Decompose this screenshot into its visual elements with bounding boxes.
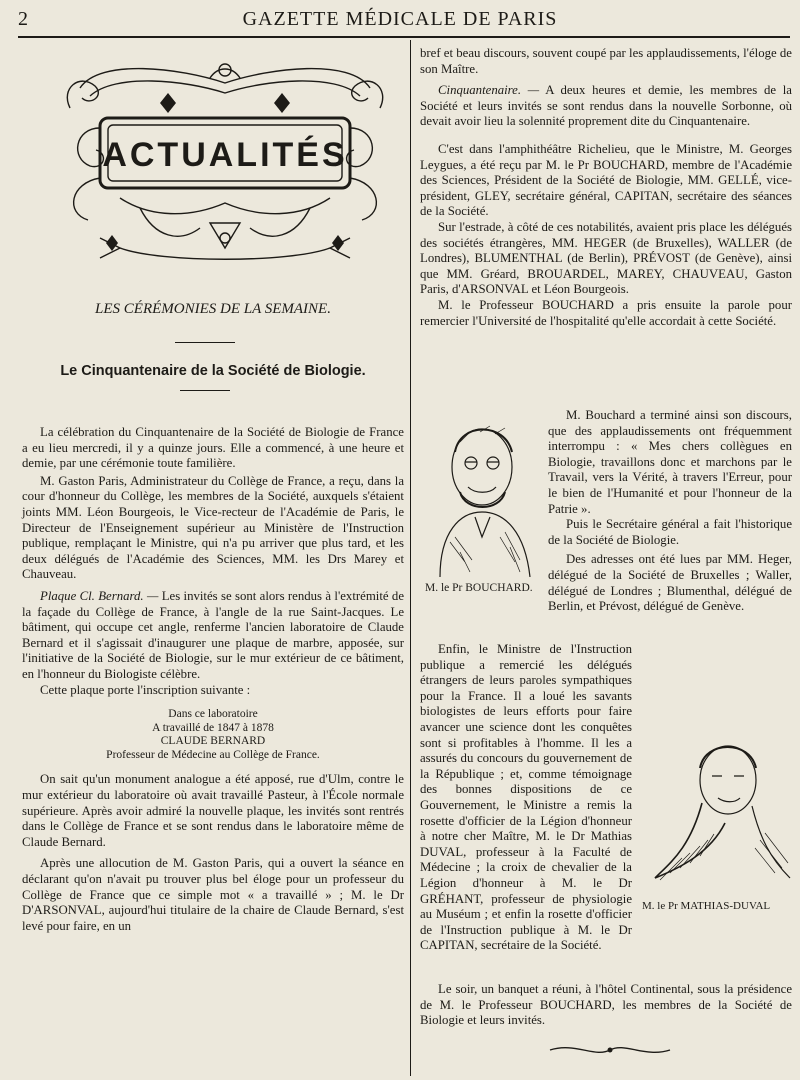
paragraph bbox=[420, 83, 792, 130]
caption-duval: M. le Pr MATHIAS-DUVAL bbox=[642, 900, 771, 912]
section-rule bbox=[175, 342, 235, 343]
caption-bouchard: M. le Pr BOUCHARD. bbox=[425, 582, 533, 594]
inscription-line: A travaillé de 1847 à 1878 bbox=[152, 721, 274, 734]
inscription-line: Professeur de Médecine au Collège de France. bbox=[106, 748, 320, 761]
closing-flourish bbox=[545, 1040, 675, 1060]
left-body bbox=[22, 425, 404, 934]
paragraph-text: Les invités se sont alors rendus à l'extrémité de la façade du Collège de France, à l'angle de la rue Saint-Jacques. Le bâtiment, qui occupe cet angle, renferme l'ancien laboratoire de Claude Bernard et il s'agissait d'inaugurer une plaque de marbre, apposée, sur l'initiative de la Société de Biologie, sur le mur extérieur de ce bâtiment, en l'honneur du Biologiste célèbre. bbox=[22, 588, 404, 681]
title-rule bbox=[180, 390, 230, 391]
journal-title: GAZETTE MÉDICALE DE PARIS bbox=[242, 8, 558, 30]
paragraph: M. le Professeur BOUCHARD a pris ensuite la parole pour remercier l'Université de l'hospitalité qu'elle accordait à cette Société. bbox=[420, 297, 792, 328]
right-body-bottom bbox=[420, 982, 792, 1029]
header-rule bbox=[18, 36, 790, 38]
right-body-top bbox=[420, 46, 792, 329]
paragraph: bref et beau discours, souvent coupé par les applaudissements, l'éloge de son Maître. bbox=[420, 46, 792, 76]
paragraph-text: Enfin, le Ministre de l'Instruction publique a remercié les délégués étrangers de leurs paroles sympathiques pour la France. Il a loué les savants biologistes de leurs efforts pour faire avancer une science dont les conquêtes sont si profitables à l'homme. Il les a assurés du concours du gouvernement de la République ; et, comme témoignage des bonnes dispositions de ce Gouvernement, le Ministre a remis la rosette d'officier de la Légion d'honneur à notre cher Maître, M. le Dr Mathias DUVAL, professeur à la Faculté de Médecine ; la croix de chevalier de la Légion d'honneur à M. le Dr GRÉHANT, professeur de physiologie au Muséum ; et enfin la rosette d'officier de l'Instruction publique à M. le Dr CAPITAN, secrétaire de la Société. bbox=[420, 642, 632, 953]
inscription-line: CLAUDE BERNARD bbox=[160, 735, 266, 748]
article-title: Le Cinquantenaire de la Société de Biologie. bbox=[60, 363, 366, 379]
page-header bbox=[0, 0, 800, 38]
paragraph: Après une allocution de M. Gaston Paris, qui a ouvert la séance en déclarant qu'on n'avait pu trouver plus bel éloge pour un professeur du Collège de France que ce simple mot « a travaillé » ; M. le Dr D'ARSONVAL, aujourd'hui titulaire de la chaire de Claude Bernard, s'est levé pour faire, en un bbox=[22, 856, 404, 933]
paragraph-text: A deux heures et demie, les membres de la Société et leurs invités se sont rendus dans la nouvelle Sorbonne, où devait avoir lieu la solennité proprement dite du Cinquantenaire. bbox=[420, 83, 792, 129]
paragraph: Le soir, un banquet a réuni, à l'hôtel Continental, sous la présidence de M. le Professeur BOUCHARD, les membres de la Société de Biologie et leurs invités. bbox=[420, 982, 792, 1028]
paragraph bbox=[420, 642, 792, 954]
actualites-banner bbox=[60, 48, 390, 280]
right-body-mid bbox=[420, 642, 792, 962]
paragraph-lead: Cinquantenaire. — bbox=[438, 83, 540, 98]
paragraph bbox=[22, 589, 404, 683]
paragraph: La célébration du Cinquantenaire de la Société de Biologie de France a eu lieu mercredi, il y a quinze jours. Elle a commencé, à une heure et demie, par une cérémonie toute familière. bbox=[22, 425, 404, 471]
banner-word: ACTUALITÉS bbox=[102, 136, 348, 174]
paragraph: M. Bouchard a terminé ainsi son discours, que des applaudissements ont fréquemment interrompu : « Mes chers collègues en Biologie, travaillons donc et marchons par le Travail, vers la Vérité, à travers l'Erreur, pour le bien de l'Humanité et pour l'honneur de la Patrie ». bbox=[548, 408, 792, 516]
left-column bbox=[22, 300, 404, 318]
paragraph: On sait qu'un monument analogue a été apposé, rue d'Ulm, contre le mur extérieur du laboratoire où avait travaillé Pasteur, à l'École normale supérieure. Après avoir admiré la nouvelle plaque, les invités sont rentrés dans le Collège de France et se sont rendus dans le laboratoire même de Claude Bernard. bbox=[22, 772, 404, 849]
right-body-wrap1 bbox=[548, 408, 792, 615]
inscription bbox=[22, 708, 404, 762]
paragraph: Cette plaque porte l'inscription suivante : bbox=[40, 682, 251, 697]
page-number: 2 bbox=[18, 8, 28, 30]
column-divider bbox=[410, 40, 411, 1076]
paragraph: Des adresses ont été lues par MM. Heger, délégué de la Société de Bruxelles ; Waller, délégué de Londres ; Blumenthal, délégué de Berlin, et Prévost, délégué de Genève. bbox=[548, 552, 792, 614]
paragraph: Sur l'estrade, à côté de ces notabilités, avaient pris place les délégués des sociétés étrangères, MM. HEGER (de Bruxelles), WALLER (de Londres), BLUMENTHAL (de Berlin), PRÉVOST (de Genève), ainsi que MM. Gréard, BROUARDEL, MAREY, CHAUVEAU, Gaston Paris, d'ARSONVAL et Léon Bourgeois. bbox=[420, 219, 792, 297]
portrait-bouchard bbox=[420, 412, 540, 577]
inscription-line: Dans ce laboratoire bbox=[168, 708, 258, 721]
paragraph-lead: Plaque Cl. Bernard. — bbox=[40, 588, 159, 603]
section-title: LES CÉRÉMONIES DE LA SEMAINE. bbox=[95, 301, 331, 317]
paragraph: M. Gaston Paris, Administrateur du Collège de France, a reçu, dans la cour d'honneur du Collège, les membres de la Société, auxquels s'étaient joints MM. Léon Bourgeois, le Vice-recteur de l'Académie de Paris, le Directeur de l'Enseignement supérieur au Ministère de l'Instruction publique, remplaçant le Ministre, qui n'a pu arriver que plus tard, et les deux délégués de l'Académie des Sciences, MM. les Drs Marey et Chauveau. bbox=[22, 473, 404, 582]
paragraph: C'est dans l'amphithéâtre Richelieu, que le Ministre, M. Georges Leygues, a été reçu par M. le Pr BOUCHARD, membre de l'Académie des Sciences, Président de la Société de Biologie, MM. GELLÉ, vice-président, GLEY, secrétaire général, CAPITAN, secrétaire des séances de la Société. bbox=[420, 141, 792, 219]
paragraph: Puis le Secrétaire général a fait l'historique de la Société de Biologie. bbox=[548, 517, 792, 547]
